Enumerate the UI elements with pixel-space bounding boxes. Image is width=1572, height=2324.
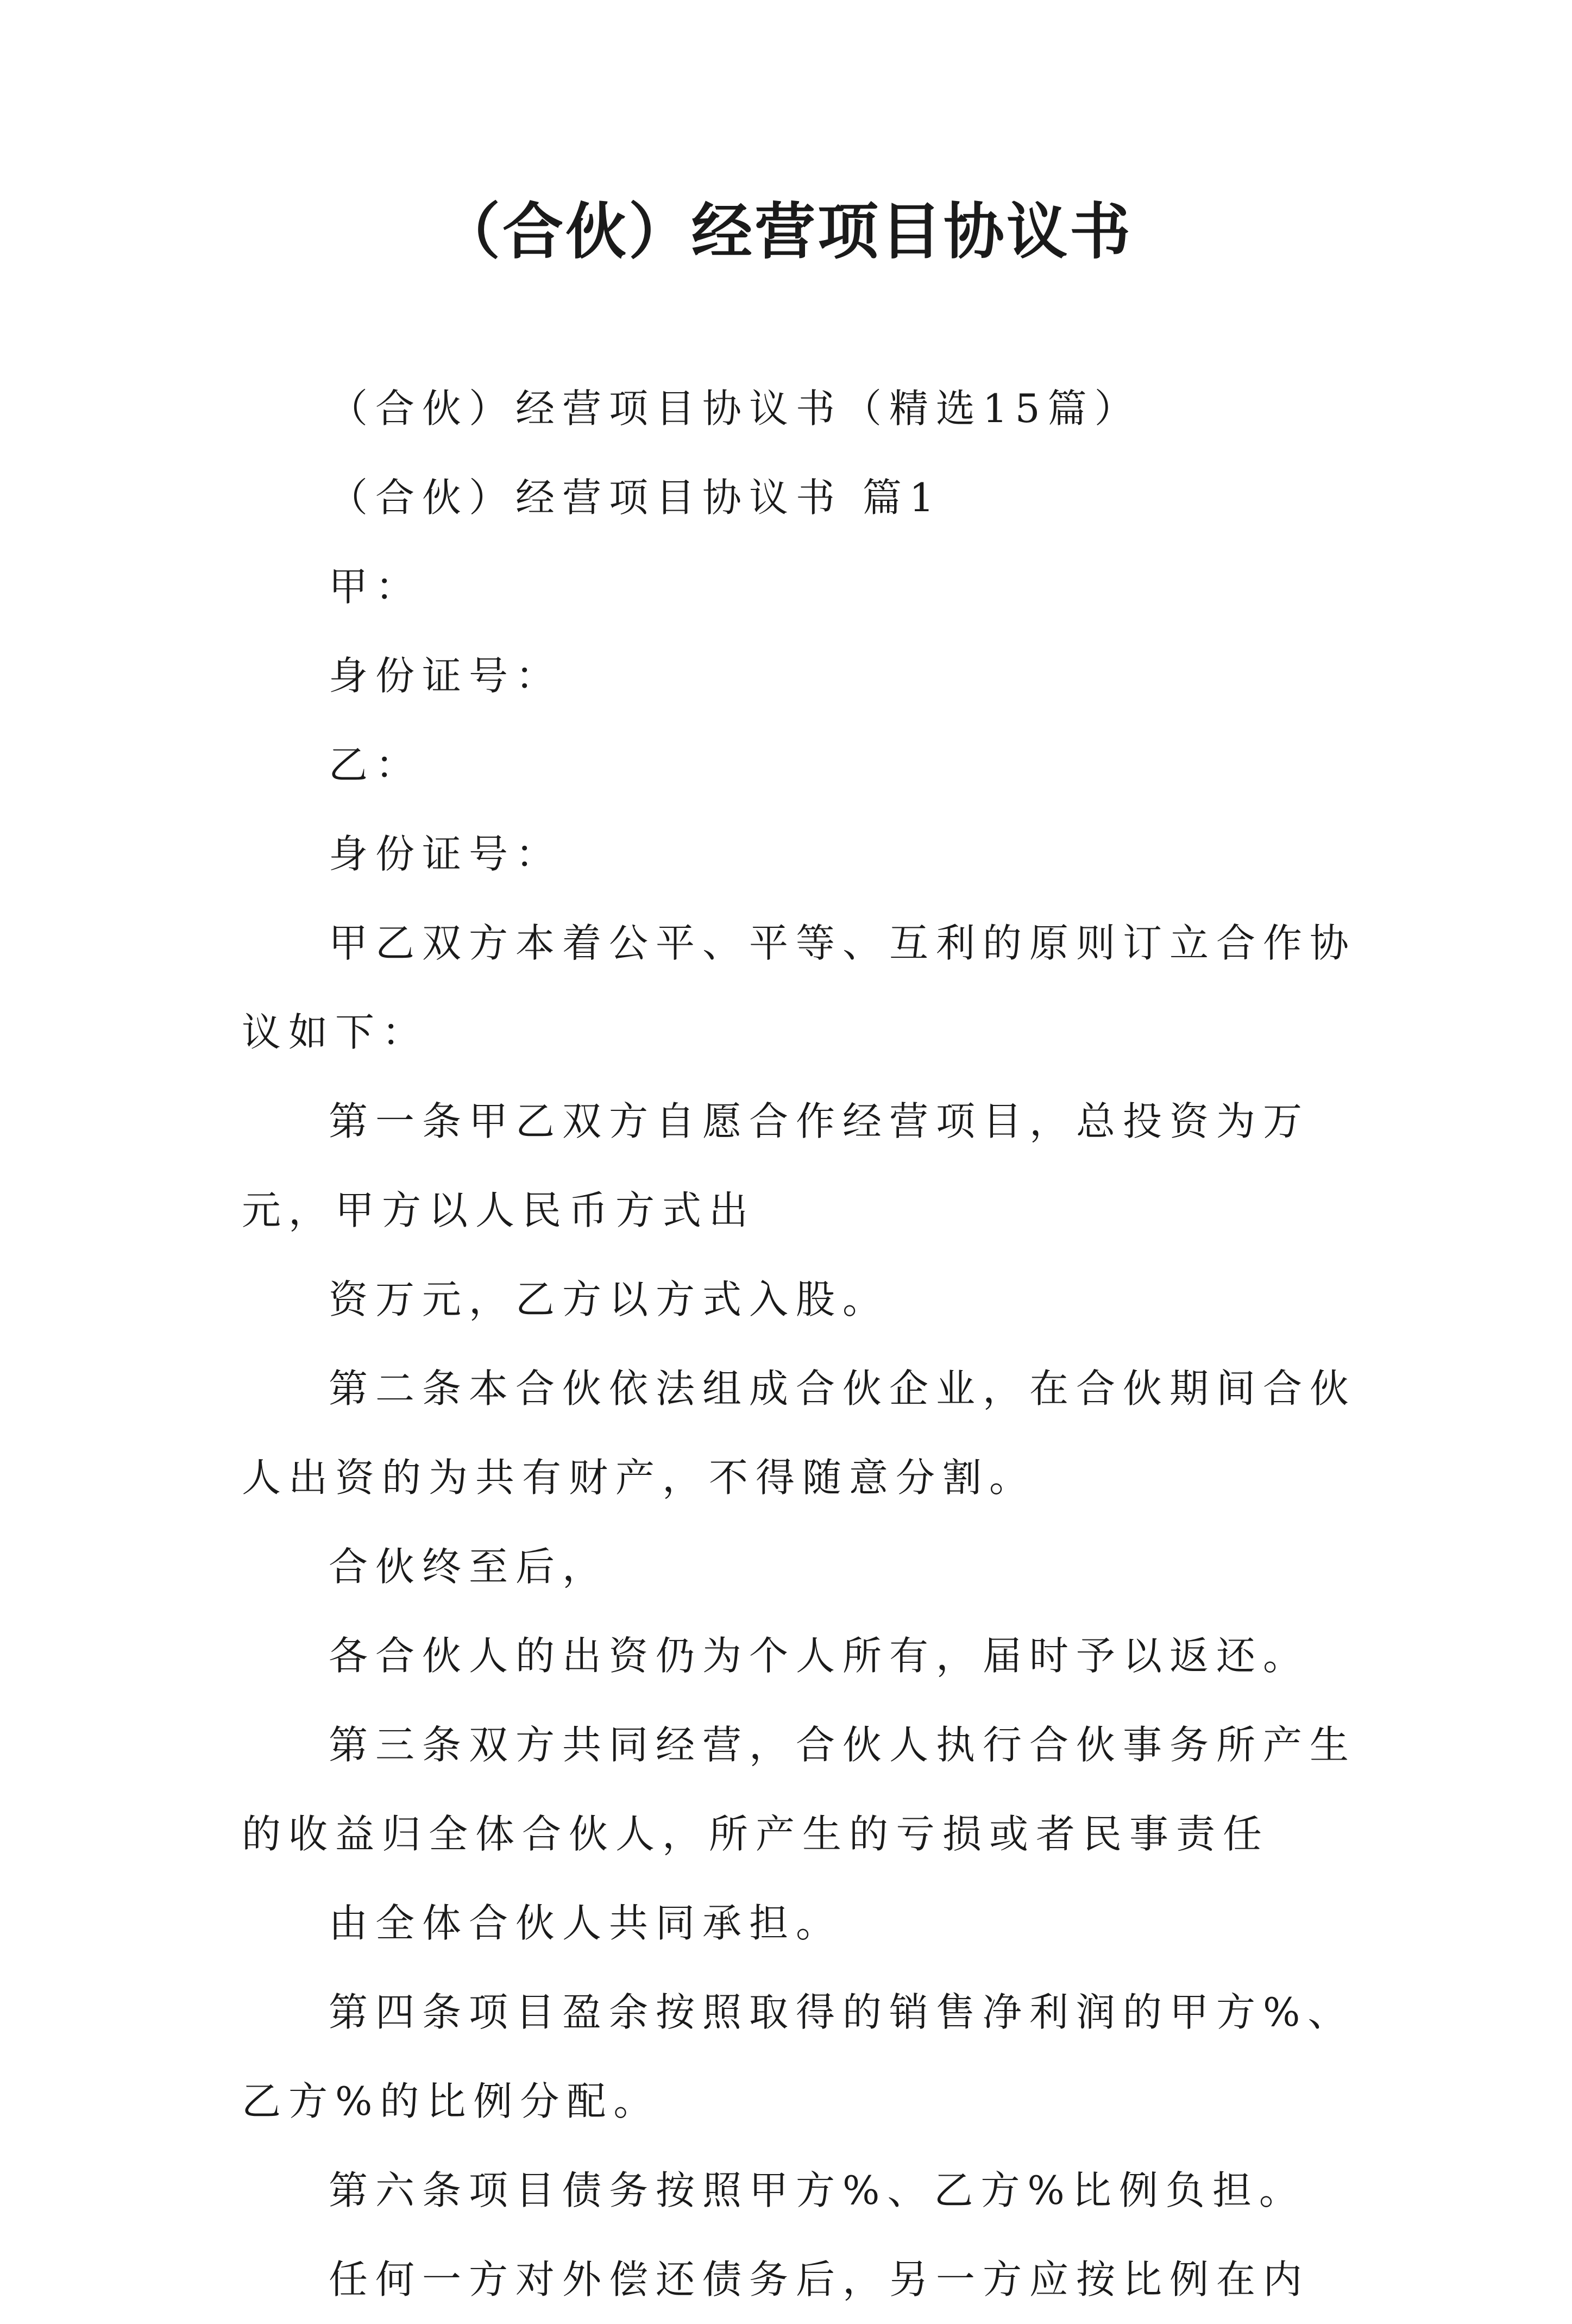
paragraph: 身份证号： (329, 653, 563, 699)
paragraph: 甲： (329, 564, 423, 610)
paragraph: （合伙）经营项目协议书 篇1 (329, 475, 942, 520)
paragraph: 第二条本合伙依法组成合伙企业，在合伙期间合伙人出资的为共有财产，不得随意分割。 (242, 1366, 1357, 1500)
paragraph: 各合伙人的出资仍为个人所有，届时予以返还。 (329, 1633, 1310, 1679)
paragraph: 任何一方对外偿还债务后，另一方应按比例在内 (329, 2257, 1310, 2302)
paragraph: 第四条项目盈余按照取得的销售净利润的甲方%、乙方%的比例分配。 (242, 1989, 1355, 2124)
paragraph: 第一条甲乙双方自愿合作经营项目，总投资为万元，甲方以人民币方式出 (242, 1098, 1310, 1233)
paragraph: 甲乙双方本着公平、平等、互利的原则订立合作协议如下： (242, 920, 1357, 1055)
paragraph: 第三条双方共同经营，合伙人执行合伙事务所产生的收益归全体合伙人，所产生的亏损或者民事责任 (242, 1722, 1357, 1857)
paragraph: 乙： (329, 742, 423, 788)
document-body (242, 364, 1361, 2324)
paragraph: 资万元，乙方以方式入股。 (329, 1277, 890, 1322)
paragraph: （合伙）经营项目协议书（精选15篇） (329, 386, 1141, 431)
paragraph: 合伙终至后， (329, 1544, 609, 1590)
paragraph: 由全体合伙人共同承担。 (329, 1900, 843, 1946)
paragraph: 身份证号： (329, 831, 563, 877)
document-title: （合伙）经营项目协议书 (439, 196, 1133, 267)
paragraph: 第六条项目债务按照甲方%、乙方%比例负担。 (329, 2168, 1306, 2213)
